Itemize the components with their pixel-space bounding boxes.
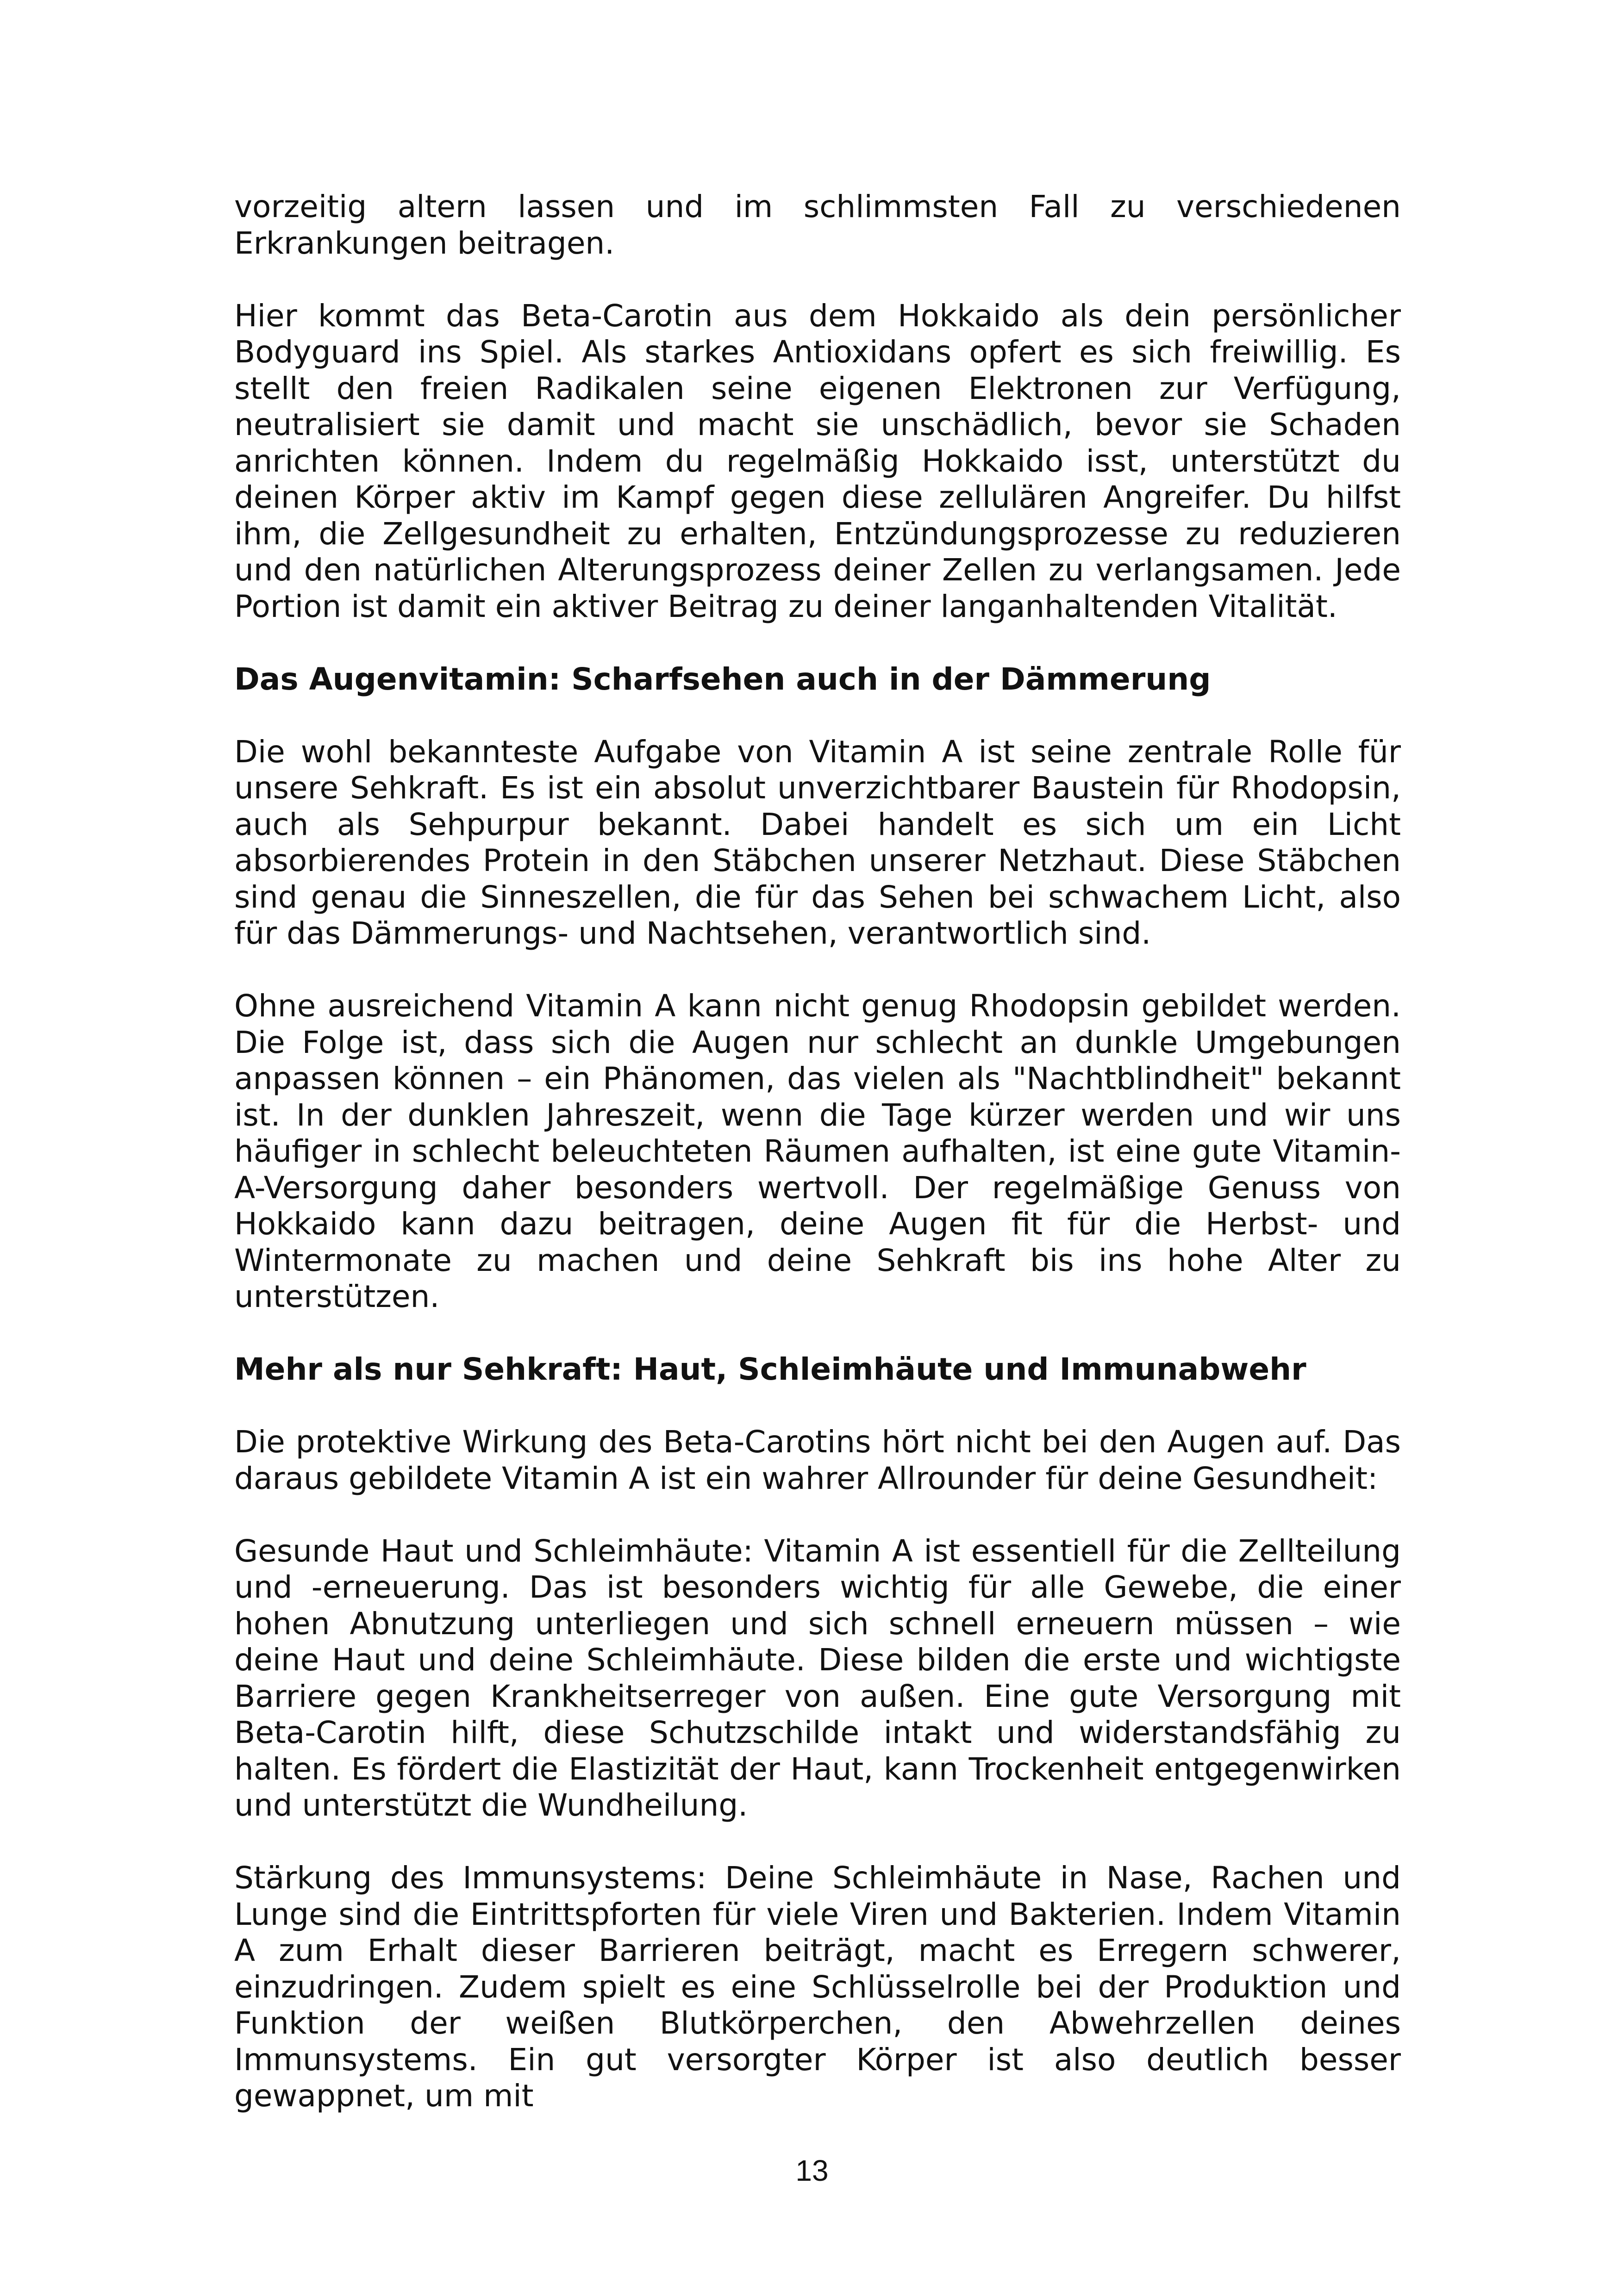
paragraph-intro-2: Hier kommt das Beta-Carotin aus dem Hokkaido als dein persönlicher Bodyguard ins Spiel. Als starkes Antioxidans opfert es sich freiwillig. Es stellt den freien Radikalen seine eigenen Elektronen zur Verfügung, neutralisiert sie damit und macht sie unschädlich, bevor sie Schaden anrichten können. Indem du regelmäßig Hokkaido isst, unterstützt du deinen Körper aktiv im Kampf gegen diese zellulären Angreifer. Du hilfst ihm, die Zellgesundheit zu erhalten, Entzündungsprozesse zu reduzieren und den natürlichen Alterungsprozess deiner Zellen zu verlangsamen. Jede Portion ist damit ein aktiver Beitrag zu deiner langanhaltenden Vitalität. — [234, 298, 1401, 624]
paragraph-eyes-1: Die wohl bekannteste Aufgabe von Vitamin A ist seine zentrale Rolle für unsere Sehkraft. Es ist ein absolut unverzichtbarer Baustein für Rhodopsin, auch als Sehpurpur bekannt. Dabei handelt es sich um ein Licht absorbierendes Protein in den Stäbchen unserer Netzhaut. Diese Stäbchen sind genau die Sinneszellen, die für das Sehen bei schwachem Licht, also für das Dämmerungs- und Nachtsehen, verantwortlich sind. — [234, 734, 1401, 951]
paragraph-skin-1: Die protektive Wirkung des Beta-Carotins hört nicht bei den Augen auf. Das daraus gebildete Vitamin A ist ein wahrer Allrounder für deine Gesundheit: — [234, 1424, 1401, 1496]
page-content — [234, 189, 1401, 2151]
section-heading-eyes: Das Augenvitamin: Scharfsehen auch in der Dämmerung — [234, 661, 1211, 697]
paragraph-skin-2: Gesunde Haut und Schleimhäute: Vitamin A ist essentiell für die Zellteilung und -erneuerung. Das ist besonders wichtig für alle Gewebe, die einer hohen Abnutzung unterliegen und sich schnell erneuern müssen – wie deine Haut und deine Schleimhäute. Diese bilden die erste und wichtigste Barriere gegen Krankheitserreger von außen. Eine gute Versorgung mit Beta-Carotin hilft, diese Schutzschilde intakt und widerstandsfähig zu halten. Es fördert die Elastizität der Haut, kann Trockenheit entgegenwirken und unterstützt die Wundheilung. — [234, 1533, 1401, 1823]
section-heading-skin: Mehr als nur Sehkraft: Haut, Schleimhäute und Immunabwehr — [234, 1351, 1306, 1387]
paragraph-intro-1: vorzeitig altern lassen und im schlimmsten Fall zu verschiedenen Erkrankungen beitragen. — [234, 189, 1401, 261]
paragraph-eyes-2: Ohne ausreichend Vitamin A kann nicht genug Rhodopsin gebildet werden. Die Folge ist, dass sich die Augen nur schlecht an dunkle Umgebungen anpassen können – ein Phänomen, das vielen als "Nachtblindheit" bekannt ist. In der dunklen Jahreszeit, wenn die Tage kürzer werden und wir uns häufiger in schlecht beleuchteten Räumen aufhalten, ist eine gute Vitamin-A-Versorgung daher besonders wertvoll. Der regelmäßige Genuss von Hokkaido kann dazu beitragen, deine Augen fit für die Herbst- und Wintermonate zu machen und deine Sehkraft bis ins hohe Alter zu unterstützen. — [234, 988, 1401, 1314]
paragraph-skin-3: Stärkung des Immunsystems: Deine Schleimhäute in Nase, Rachen und Lunge sind die Eintrittspforten für viele Viren und Bakterien. Indem Vitamin A zum Erhalt dieser Barrieren beiträgt, macht es Erregern schwerer, einzudringen. Zudem spielt es eine Schlüsselrolle bei der Produktion und Funktion der weißen Blutkörperchen, den Abwehrzellen deines Immunsystems. Ein gut versorgter Körper ist also deutlich besser gewappnet, um mit — [234, 1860, 1401, 2114]
page-number: 13 — [795, 2154, 829, 2187]
